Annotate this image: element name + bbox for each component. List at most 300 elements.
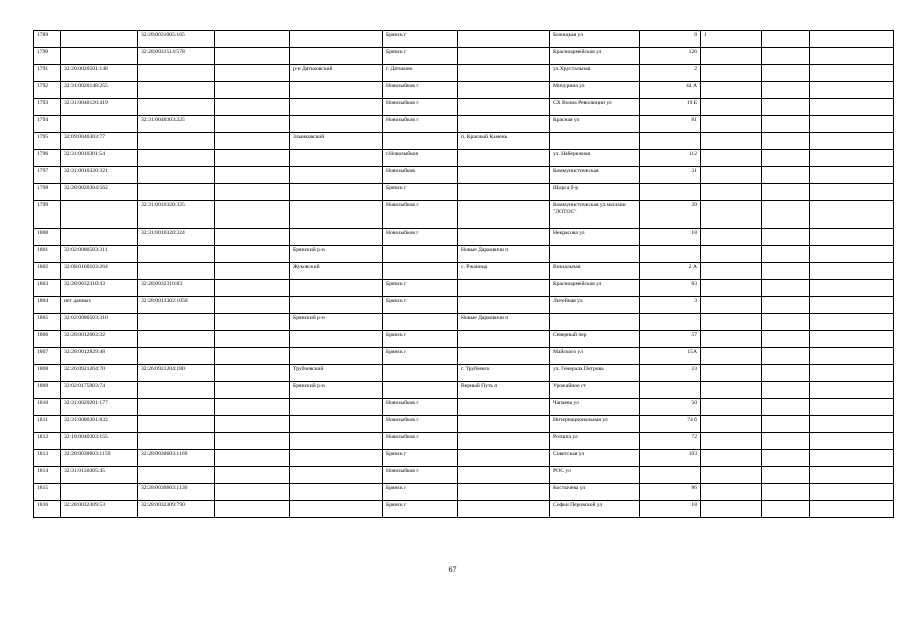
table-cell: г.Новозыбков [383,150,458,167]
table-cell: 32:26:0921204:70 [61,365,138,382]
table-cell: 1796 [34,150,61,167]
table-cell [383,382,458,399]
table-cell: СХ Волна Революции ул [550,99,640,116]
table-cell: Чапаева ул [550,399,640,416]
table-cell [458,65,550,82]
table-cell: Брянск г [383,501,458,518]
table-cell [215,167,290,184]
table-cell [701,348,762,365]
table-cell [810,382,894,399]
table-cell [458,450,550,467]
table-row [34,331,894,348]
table-cell [215,331,290,348]
table-cell [215,297,290,314]
table-row [34,99,894,116]
table-row [34,167,894,184]
table-cell [215,433,290,450]
table-cell [215,65,290,82]
table-cell [810,416,894,433]
table-cell [458,501,550,518]
table-cell [215,450,290,467]
table-cell: 32:28:0032309:790 [138,501,215,518]
table-cell [640,467,701,484]
table-cell: Брянск г [383,280,458,297]
table-cell [810,184,894,201]
table-cell [215,484,290,501]
table-cell [290,116,383,133]
table-cell: Жуковский [290,263,383,280]
table-cell [810,48,894,65]
table-cell [810,433,894,450]
table-cell [810,99,894,116]
table-cell: 1816 [34,501,61,518]
table-cell [701,450,762,467]
table-cell [550,246,640,263]
table-cell [762,150,810,167]
table-cell: Интернациональная ул [550,416,640,433]
table-cell: 1810 [34,399,61,416]
table-cell [458,433,550,450]
table-cell [810,467,894,484]
table-cell: 32:18:0040303:155 [61,433,138,450]
table-cell [458,229,550,246]
table-cell [810,501,894,518]
table-cell: Вокзальная [550,263,640,280]
table-cell [701,246,762,263]
table-cell: 32:31:0010320:324 [138,229,215,246]
table-cell: Брянск г [383,331,458,348]
table-cell: 32:31:0010301:54 [61,150,138,167]
table-cell [810,150,894,167]
table-cell [640,246,701,263]
table-cell [762,382,810,399]
table-cell [61,31,138,48]
table-cell: Злынковский [290,133,383,150]
table-cell: Брянский р-н [290,246,383,263]
table-cell [138,382,215,399]
table-cell [701,48,762,65]
table-cell: 1789 [34,31,61,48]
table-cell: 1795 [34,133,61,150]
table-cell [215,31,290,48]
table-cell [701,65,762,82]
table-cell [215,48,290,65]
table-cell: 1814 [34,467,61,484]
table-cell [290,167,383,184]
table-cell: 1807 [34,348,61,365]
table-cell: 32:31:0020148:255 [61,82,138,99]
table-row [34,501,894,518]
table-cell [810,263,894,280]
table-cell [215,263,290,280]
table-cell [810,450,894,467]
table-cell [138,433,215,450]
table-row [34,399,894,416]
table-cell [701,150,762,167]
table-cell [61,484,138,501]
page-number: 67 [448,565,457,574]
table-cell [762,167,810,184]
table-cell: Коммунистическая [550,167,640,184]
table-cell: 1808 [34,365,61,382]
table-cell: 126 [640,48,701,65]
table-cell [701,229,762,246]
table-cell: 72 [640,433,701,450]
table-cell [138,133,215,150]
table-cell: Красная ул [550,116,640,133]
table-cell [458,82,550,99]
table-cell [458,116,550,133]
table-cell: 1811 [34,416,61,433]
table-cell [458,150,550,167]
table-cell [550,133,640,150]
table-cell [290,501,383,518]
table-cell [762,399,810,416]
table-cell [762,467,810,484]
table-cell: 32:31:0010320:325 [138,201,215,229]
table-row [34,450,894,467]
table-cell: нет данных [61,297,138,314]
table-cell: 1794 [34,116,61,133]
table-cell [701,184,762,201]
table-cell [762,99,810,116]
table-cell: 32:02:0080503:310 [61,314,138,331]
table-cell: 18 [640,501,701,518]
table-cell [810,484,894,501]
table-cell [762,433,810,450]
table-cell [701,133,762,150]
table-cell [383,314,458,331]
table-cell: Майского ул [550,348,640,365]
table-row [34,133,894,150]
table-cell: 32:28:0030603:1159 [61,450,138,467]
table-cell [762,133,810,150]
table-cell [458,467,550,484]
table-cell [640,382,701,399]
table-cell: с. Ржаница [458,263,550,280]
table-cell [762,65,810,82]
table-cell [810,31,894,48]
table-cell: Костычева ул [550,484,640,501]
table-cell [215,280,290,297]
table-cell [701,201,762,229]
table-cell [458,184,550,201]
table-cell [290,184,383,201]
table-cell: 8 [640,31,701,48]
table-cell [810,116,894,133]
table-cell: Щорса б-р [550,184,640,201]
table-cell: 31 [640,167,701,184]
table-cell [701,484,762,501]
table-cell: 32:28:0030603:1136 [138,484,215,501]
table-cell [290,331,383,348]
table-cell: Некрасова ул [550,229,640,246]
table-cell [810,65,894,82]
table-cell: 32:28:0031005:165 [138,31,215,48]
table-cell: Новозыбков г [383,416,458,433]
table-cell [215,314,290,331]
table-cell [762,246,810,263]
table-cell: 32:28:0012829:48 [61,348,138,365]
table-cell: 50 [640,399,701,416]
table-cell: 1806 [34,331,61,348]
table-row [34,263,894,280]
table-cell: 1815 [34,484,61,501]
table-cell: 32:28:0013302:1058 [138,297,215,314]
table-cell [701,501,762,518]
table-cell [290,150,383,167]
table-cell: Литейная ул [550,297,640,314]
table-cell: 32:28:0030603:1169 [138,450,215,467]
table-cell: Новозыбков г [383,229,458,246]
table-cell [458,99,550,116]
table-cell: Софьи Перовской ул [550,501,640,518]
table-cell [701,416,762,433]
table-cell [762,416,810,433]
table-cell [458,201,550,229]
table-cell: г. Трубчевск [458,365,550,382]
table-cell: 1803 [34,280,61,297]
table-cell [701,314,762,331]
table-cell: 32:31:0020201:177 [61,399,138,416]
table-cell [138,184,215,201]
table-cell [762,365,810,382]
table-cell [215,116,290,133]
table-row [34,467,894,484]
table-row [34,229,894,246]
table-cell [61,201,138,229]
table-cell: р-н Дятьковский [290,65,383,82]
table-cell [138,150,215,167]
table-cell: Красноармейская ул [550,48,640,65]
table-cell [138,331,215,348]
table-cell: Новозыбков г [383,99,458,116]
table-row [34,382,894,399]
table-cell: 32:28:0032310:43 [61,280,138,297]
table-cell: 1813 [34,450,61,467]
table-row [34,297,894,314]
table-cell [383,263,458,280]
table-cell [290,229,383,246]
records-table [33,30,894,518]
table-cell: 32:20:0020501:148 [61,65,138,82]
table-cell: Новозыбков г [383,82,458,99]
table-cell [215,399,290,416]
table-cell: Брянск г [383,348,458,365]
table-cell [215,416,290,433]
table-cell: 1798 [34,184,61,201]
table-cell: 1797 [34,167,61,184]
table-cell: ул. Набережная [550,150,640,167]
table-cell: 15А [640,348,701,365]
table-row [34,280,894,297]
table-cell: 2 А [640,263,701,280]
table-cell: Брянск г [383,184,458,201]
table-cell: 32:02:0175903:74 [61,382,138,399]
table-cell: 32:31:0040120:419 [61,99,138,116]
table-row [34,484,894,501]
table-cell [138,348,215,365]
table-cell [701,280,762,297]
table-cell [701,365,762,382]
table-cell [701,263,762,280]
table-cell [762,116,810,133]
table-cell [762,450,810,467]
table-cell [762,229,810,246]
table-cell: Ротшпа ул [550,433,640,450]
table-cell: Новозыбков [383,167,458,184]
table-cell: 19 Б [640,99,701,116]
table-cell [701,99,762,116]
table-cell: Новые Дарковичи п [458,314,550,331]
table-cell [762,348,810,365]
table-cell: 1791 [34,65,61,82]
table-cell: 3 [640,297,701,314]
table-cell: Бежицкая ул [550,31,640,48]
table-cell [701,382,762,399]
table-cell: 39 [640,201,701,229]
table-cell [290,416,383,433]
table-cell [640,314,701,331]
table-row [34,314,894,331]
table-cell: Новые Дарковичи п [458,246,550,263]
table-cell: 32:31:0150305:45 [61,467,138,484]
table-cell [701,433,762,450]
table-cell: 1812 [34,433,61,450]
table-cell [290,297,383,314]
table-cell [290,467,383,484]
table-cell: 23 [640,365,701,382]
table-cell [61,48,138,65]
table-cell: 32:09:0040303:77 [61,133,138,150]
table-cell [290,433,383,450]
table-row [34,82,894,99]
table-row [34,246,894,263]
table-cell [383,133,458,150]
table-row [34,433,894,450]
table-cell [215,246,290,263]
table-cell [762,48,810,65]
table-cell [138,246,215,263]
table-cell: 1809 [34,382,61,399]
table-cell [215,82,290,99]
table-cell [383,365,458,382]
table-cell [640,133,701,150]
table-cell [458,416,550,433]
table-row [34,48,894,65]
table-cell [458,31,550,48]
table-cell: Верный Путь п [458,382,550,399]
table-cell: 112 [640,150,701,167]
table-cell [762,184,810,201]
table-cell [138,416,215,433]
table-cell [290,348,383,365]
table-cell: ул.Хрустальная [550,65,640,82]
table-cell [215,501,290,518]
table-cell [215,201,290,229]
table-cell [701,331,762,348]
table-row [34,201,894,229]
table-cell [215,467,290,484]
table-cell [810,331,894,348]
table-cell [458,484,550,501]
table-cell [458,48,550,65]
table-cell: Брянск г [383,484,458,501]
table-cell: Новозыбков г [383,399,458,416]
table-cell [290,99,383,116]
table-cell: Урожайное ст [550,382,640,399]
table-cell: 86 [640,484,701,501]
table-cell [215,133,290,150]
table-cell [290,484,383,501]
table-cell: 32:31:0040303:225 [138,116,215,133]
table-cell [215,150,290,167]
table-row [34,150,894,167]
table-cell [138,82,215,99]
table-cell [290,201,383,229]
table-cell: Брянск г [383,297,458,314]
table-cell [290,450,383,467]
table-cell: РОС ул [550,467,640,484]
table-cell [762,501,810,518]
table-cell [810,365,894,382]
table-cell [810,280,894,297]
table-cell: 32:28:0031514:578 [138,48,215,65]
table-cell [458,297,550,314]
table-cell [701,297,762,314]
table-cell [61,229,138,246]
table-cell: 1800 [34,229,61,246]
table-cell: 103 [640,450,701,467]
table-cell [762,82,810,99]
table-cell [138,263,215,280]
table-cell: 32:08:0160103:264 [61,263,138,280]
table-cell: 32:28:0032310:83 [138,280,215,297]
table-cell: 44 А [640,82,701,99]
table-cell: 1801 [34,246,61,263]
table-cell [762,201,810,229]
table-cell: 1793 [34,99,61,116]
table-cell [290,31,383,48]
table-cell [290,48,383,65]
table-cell [138,399,215,416]
table-cell [215,348,290,365]
table-cell [701,82,762,99]
table-cell: Брянск г [383,450,458,467]
table-cell [640,184,701,201]
table-cell: Брянск г [383,48,458,65]
table-cell: г. Дятьково [383,65,458,82]
table-cell [810,399,894,416]
table-cell [138,314,215,331]
table-cell: 83 [640,280,701,297]
table-cell: п. Красный Камень [458,133,550,150]
table-cell [762,484,810,501]
table-cell: 1792 [34,82,61,99]
table-cell [458,331,550,348]
table-cell [810,348,894,365]
table-cell [762,331,810,348]
table-cell [701,167,762,184]
table-cell [701,116,762,133]
table-cell [383,246,458,263]
table-cell: 32:31:0080301:832 [61,416,138,433]
table-cell: 1 [701,31,762,48]
table-cell [215,229,290,246]
table-cell: Новозыбков г [383,467,458,484]
table-cell: Советская ул [550,450,640,467]
table-cell [215,365,290,382]
